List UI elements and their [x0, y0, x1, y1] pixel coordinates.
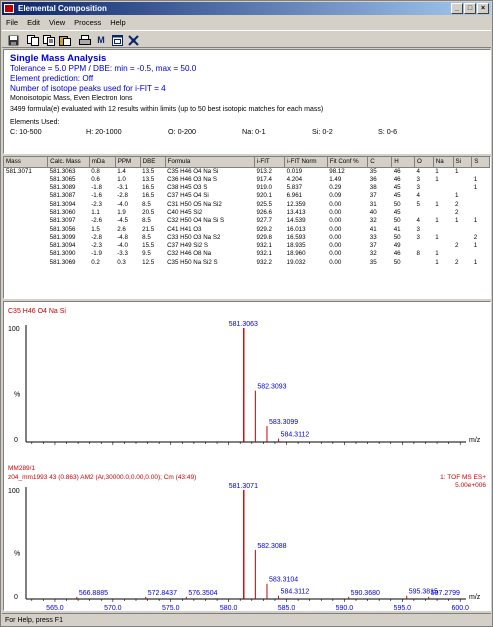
table-cell	[4, 259, 48, 267]
spectrum-pane	[3, 301, 491, 611]
table-cell: -4.0	[117, 200, 128, 208]
table-cell	[433, 192, 453, 200]
table-cell: 925.5	[256, 200, 272, 208]
table-cell: -1.8	[91, 184, 102, 192]
column-header[interactable]: i-FIT Norm	[285, 157, 328, 167]
table-cell	[472, 167, 490, 176]
column-header[interactable]: i-FIT	[255, 157, 285, 167]
scan-info-label: z04_mm1993 43 (0.863) AM2 (Ar,30000.0,0.00,0.00); Cm (43:49)	[8, 474, 197, 481]
column-header[interactable]: Si	[453, 157, 472, 167]
x-tick-label: 570.0	[104, 605, 122, 610]
table-cell: 33	[369, 233, 377, 241]
x-tick-label: 600.0	[451, 605, 469, 610]
element-range: S: 0-6	[378, 127, 398, 136]
ms-mode-label: 1: TOF MS ES+	[440, 474, 486, 481]
table-cell: 1	[435, 175, 439, 183]
table-cell: 0.00	[329, 242, 342, 250]
table-cell: 1	[435, 217, 439, 225]
table-row[interactable]	[4, 234, 490, 242]
element-range: Na: 0-1	[242, 127, 266, 136]
menu-bar	[2, 16, 491, 29]
table-cell: 0.00	[329, 225, 342, 233]
table-cell: 581.3090	[49, 250, 76, 258]
table-cell	[415, 259, 434, 267]
peak-label: 581.3071	[228, 483, 258, 490]
table-cell: 1	[473, 217, 478, 225]
table-row[interactable]	[4, 184, 490, 192]
table-cell: 40	[369, 208, 377, 216]
summary-heading: Single Mass Analysis	[10, 53, 107, 64]
x-tick-label: 585.0	[277, 605, 296, 610]
table-cell: 38	[369, 184, 377, 192]
table-row[interactable]	[4, 176, 490, 184]
column-header[interactable]: Mass	[4, 157, 48, 167]
table-cell: 45	[393, 184, 401, 192]
table-cell: 1	[473, 258, 478, 266]
sample-label: MM289/1	[8, 465, 36, 472]
x-tick-label: 590.0	[335, 605, 354, 610]
table-cell: 2.6	[117, 225, 126, 233]
x-tick-label: 565.0	[46, 605, 64, 610]
table-cell: 16.5	[142, 192, 155, 200]
table-cell: 41	[369, 225, 377, 233]
table-cell	[4, 226, 48, 234]
table-cell: 2	[455, 258, 459, 266]
column-header[interactable]: PPM	[115, 157, 140, 167]
table-cell: 36	[369, 175, 377, 183]
table-cell: 4.204	[286, 175, 303, 183]
table-cell: 1.5	[91, 225, 100, 233]
table-cell	[4, 209, 48, 217]
table-cell: 0.00	[329, 208, 342, 216]
table-cell: 50	[393, 200, 401, 208]
table-cell: 1	[455, 192, 459, 200]
table-cell: 14.539	[286, 217, 306, 225]
table-cell: 35	[369, 258, 377, 266]
table-cell: C41 H41 O3	[167, 225, 202, 233]
table-cell: C35 H46 O4 Na Si	[167, 167, 219, 175]
table-cell: 3	[416, 184, 420, 192]
table-cell: 41	[393, 225, 401, 233]
menu-help[interactable]: Help	[110, 18, 126, 27]
tolerance-text: Tolerance = 5.0 PPM / DBE: min = -0.5, max = 50.0	[10, 64, 197, 73]
table-cell: -2.8	[91, 233, 102, 241]
table-cell: 581.3056	[49, 225, 76, 233]
table-cell: 581.3071	[6, 167, 32, 175]
table-cell: 0.29	[329, 184, 342, 192]
copy-data-icon[interactable]	[42, 33, 56, 47]
table-cell: 1.9	[117, 208, 126, 216]
table-cell	[453, 184, 472, 192]
table-row[interactable]	[4, 209, 490, 217]
table-cell	[433, 184, 453, 192]
print-icon[interactable]	[78, 33, 92, 47]
peak-label: 572.8437	[147, 589, 177, 597]
table-cell: 1	[473, 242, 478, 250]
table-cell: 2	[455, 200, 459, 208]
table-cell: 913.2	[256, 167, 272, 175]
prediction-text: Element prediction: Off	[10, 74, 94, 83]
peak-label: 581.3063	[228, 321, 258, 328]
y-max-label: 100	[8, 488, 20, 495]
table-cell: 12.359	[286, 200, 306, 208]
table-cell: 6.961	[286, 192, 303, 200]
close-button[interactable]: ×	[477, 3, 489, 14]
table-cell: 3	[416, 175, 420, 183]
menu-view[interactable]: View	[49, 18, 66, 27]
table-cell: C40 H45 Si2	[167, 208, 203, 216]
y-min-label: 0	[14, 594, 18, 601]
table-cell: 920.1	[256, 192, 272, 200]
intensity-label: 5.00e+006	[455, 482, 486, 489]
table-cell: -2.8	[117, 192, 128, 200]
isotope-text: Number of isotope peaks used for i-FIT = 4	[10, 84, 166, 93]
menu-file[interactable]: File	[6, 18, 19, 27]
table-cell: 20.5	[142, 208, 155, 216]
x-tick-label: 580.0	[219, 605, 238, 610]
table-cell: 1	[473, 184, 478, 192]
table-cell: 8	[416, 250, 420, 258]
table-cell: 2	[473, 233, 478, 241]
table-cell: 1	[435, 200, 439, 208]
table-cell	[4, 184, 48, 192]
table-cell: -4.0	[117, 242, 128, 250]
peak-label: 595.3815	[408, 588, 438, 596]
spectrum-plot[interactable]	[4, 302, 490, 610]
table-cell: C35 H50 Na Si2 S	[167, 258, 218, 266]
table-cell: 0.00	[329, 250, 342, 258]
table-cell: -1.9	[91, 250, 102, 258]
table-cell	[453, 250, 472, 258]
table-cell	[472, 226, 490, 234]
table-cell: -3.3	[117, 250, 128, 258]
table-row[interactable]	[4, 250, 490, 258]
table-cell: 581.3069	[49, 258, 76, 266]
peak-label: 584.3112	[280, 431, 310, 439]
table-cell: 927.7	[256, 217, 272, 225]
table-cell: -2.6	[91, 217, 102, 225]
status-bar: For Help, press F1	[2, 613, 491, 626]
table-cell: 12.5	[142, 258, 155, 266]
table-cell	[4, 176, 48, 184]
table-cell: 1	[455, 167, 459, 175]
elements-list	[10, 127, 484, 137]
table-cell: 1.4	[117, 167, 126, 175]
paste-icon[interactable]	[58, 33, 72, 47]
table-cell: 1	[435, 233, 439, 241]
summary-pane	[3, 49, 491, 154]
table-cell	[472, 250, 490, 258]
table-cell: 13.5	[142, 175, 155, 183]
isotope-model-label: C35 H46 O4 Na Si	[8, 308, 66, 315]
table-cell: 932.1	[256, 242, 272, 250]
table-cell: 581.3060	[49, 208, 76, 216]
column-header[interactable]: Calc. Mass	[48, 157, 90, 167]
table-cell: 8.5	[142, 233, 151, 241]
table-cell: 50	[393, 258, 401, 266]
table-row[interactable]	[4, 226, 490, 234]
table-cell: 581.3087	[49, 192, 76, 200]
table-cell: 9.5	[142, 250, 151, 258]
table-row[interactable]	[4, 201, 490, 209]
table-cell	[453, 176, 472, 184]
table-cell	[472, 201, 490, 209]
menu-process[interactable]: Process	[74, 18, 102, 27]
y-max-label: 100	[8, 326, 20, 333]
peak-label: 582.3088	[257, 542, 287, 550]
column-header[interactable]: DBE	[140, 157, 165, 167]
table-cell: 1	[435, 258, 439, 266]
results-table	[4, 157, 490, 267]
table-cell: C36 H46 O3 Na S	[167, 175, 217, 183]
table-cell: 0.09	[329, 192, 342, 200]
table-cell: 16.5	[142, 184, 155, 192]
table-cell: 5.837	[286, 184, 303, 192]
table-cell: -2.3	[91, 242, 102, 250]
table-cell: 1	[435, 167, 439, 175]
table-cell: 18.960	[286, 250, 306, 258]
ions-text: Monoisotopic Mass, Even Electron Ions	[10, 95, 133, 102]
copy-icon[interactable]	[26, 33, 40, 47]
table-cell: 929.8	[256, 233, 272, 241]
table-cell: -4.8	[117, 233, 128, 241]
m-icon[interactable]: M	[97, 35, 105, 45]
table-cell: 5	[416, 200, 420, 208]
table-cell: 50	[393, 233, 401, 241]
table-cell: 581.3065	[49, 175, 76, 183]
table-cell: 19.032	[286, 258, 306, 266]
table-cell: C38 H45 O3 S	[167, 184, 208, 192]
table-cell: 1.0	[117, 175, 126, 183]
table-cell: 32	[369, 217, 377, 225]
x-unit-label: m/z	[469, 437, 481, 444]
table-cell: 46	[393, 175, 401, 183]
table-cell	[4, 242, 48, 250]
table-cell: 16.013	[286, 225, 306, 233]
table-cell: 0.019	[286, 167, 303, 175]
table-cell: 3	[416, 233, 420, 241]
table-cell: 45	[393, 192, 401, 200]
table-cell: 1	[473, 175, 478, 183]
table-cell: 1	[435, 250, 439, 258]
peak-label: 566.8885	[78, 589, 109, 597]
table-cell: 4	[416, 192, 420, 200]
table-cell: 1	[455, 217, 459, 225]
table-cell	[453, 234, 472, 242]
y-min-label: 0	[14, 437, 18, 444]
table-cell: 581.3094	[49, 200, 76, 208]
x-tick-label: 575.0	[161, 605, 180, 610]
title-bar	[2, 2, 491, 15]
column-header[interactable]: S	[472, 157, 490, 167]
y-unit-label: %	[14, 550, 21, 558]
minimize-button[interactable]: _	[451, 3, 463, 14]
app-icon	[4, 4, 14, 13]
table-cell: 0.00	[329, 258, 342, 266]
table-cell: -3.1	[117, 184, 128, 192]
menu-edit[interactable]: Edit	[27, 18, 41, 27]
table-cell: C32 H50 O4 Na Si S	[167, 217, 225, 225]
table-cell: 581.3063	[49, 167, 76, 175]
element-range: C: 10-500	[10, 127, 42, 136]
peak-label: 590.3680	[350, 589, 380, 597]
table-cell: 932.2	[256, 258, 272, 266]
table-cell	[415, 209, 434, 217]
evaluated-text: 3499 formula(e) evaluated with 12 results within limits (up to 50 best isotopic matches for each mass)	[10, 106, 324, 113]
table-row[interactable]	[4, 192, 490, 200]
table-cell: 18.935	[286, 242, 306, 250]
table-cell	[433, 226, 453, 234]
maximize-button[interactable]: □	[464, 3, 476, 14]
column-header[interactable]: Formula	[165, 157, 254, 167]
table-cell: 0.2	[91, 258, 100, 266]
table-cell: 8.5	[142, 217, 151, 225]
table-cell: C37 H49 Si2 S	[167, 242, 209, 250]
fit-icon[interactable]	[126, 33, 140, 47]
column-header[interactable]: Na	[433, 157, 453, 167]
table-cell	[453, 226, 472, 234]
table-cell: 8.5	[142, 200, 151, 208]
table-cell	[4, 192, 48, 200]
table-cell: 581.3097	[49, 217, 76, 225]
table-cell: 46	[393, 250, 401, 258]
table-cell: 32	[369, 250, 377, 258]
column-header[interactable]: O	[415, 157, 434, 167]
table-cell: 917.4	[256, 175, 272, 183]
column-header[interactable]: mDa	[89, 157, 115, 167]
element-range: Si: 0-2	[312, 127, 333, 136]
table-cell: 16.593	[286, 233, 306, 241]
table-cell	[433, 209, 453, 217]
table-row[interactable]	[4, 259, 490, 267]
table-cell: 919.0	[256, 184, 272, 192]
table-cell: -2.3	[91, 200, 102, 208]
table-cell: 37	[369, 192, 377, 200]
table-cell: 46	[393, 167, 401, 175]
column-header[interactable]: Fit Conf %	[327, 157, 368, 167]
table-cell: 581.3094	[49, 242, 76, 250]
table-cell: -4.5	[117, 217, 128, 225]
table-cell: C32 H46 O8 Na	[167, 250, 212, 258]
table-row[interactable]	[4, 242, 490, 250]
peak-label: 597.2799	[430, 589, 460, 597]
toolbar	[2, 30, 491, 48]
table-cell: 4	[416, 217, 420, 225]
window-title: Elemental Composition	[18, 4, 107, 13]
peak-label: 584.3112	[280, 588, 310, 596]
table-cell: 0.00	[329, 233, 342, 241]
table-cell: 1.1	[91, 208, 100, 216]
table-cell: 0.8	[91, 167, 100, 175]
table-cell: -1.6	[91, 192, 102, 200]
table-cell: 3	[416, 225, 420, 233]
peak-label: 583.3104	[268, 576, 299, 584]
save-icon[interactable]	[6, 33, 20, 47]
peak-label: 582.3093	[257, 383, 287, 391]
window-icon[interactable]	[110, 33, 124, 47]
table-cell: 13.413	[286, 208, 306, 216]
peak-label: 576.3504	[188, 589, 218, 597]
table-cell	[415, 242, 434, 250]
y-unit-label: %	[14, 391, 21, 399]
table-cell: 932.1	[256, 250, 272, 258]
table-cell	[4, 234, 48, 242]
table-cell: 0.00	[329, 200, 342, 208]
table-cell: 35	[369, 167, 377, 175]
peak-label: 583.3099	[268, 419, 299, 427]
table-cell: C33 H50 O3 Na S2	[167, 233, 221, 241]
table-cell: 4	[416, 167, 420, 175]
element-range: O: 0-200	[168, 127, 196, 136]
table-cell: 0.00	[329, 217, 342, 225]
table-cell	[472, 209, 490, 217]
table-cell: 2	[455, 242, 459, 250]
table-cell: 37	[369, 242, 377, 250]
table-cell	[4, 201, 48, 209]
table-cell: 926.6	[256, 208, 272, 216]
table-cell: 98.12	[329, 167, 345, 175]
table-row[interactable]	[4, 167, 490, 176]
table-cell: 0.6	[91, 175, 100, 183]
x-tick-label: 595.0	[393, 605, 412, 610]
table-cell	[433, 242, 453, 250]
table-cell: 49	[393, 242, 401, 250]
table-cell: 15.5	[142, 242, 155, 250]
table-cell: 2	[455, 208, 459, 216]
table-cell: 581.3089	[49, 184, 76, 192]
table-cell: 21.5	[142, 225, 155, 233]
table-cell: 581.3099	[49, 233, 76, 241]
column-header[interactable]: C	[368, 157, 392, 167]
table-cell: 0.3	[117, 258, 126, 266]
table-cell: 50	[393, 217, 401, 225]
x-unit-label: m/z	[469, 594, 481, 601]
table-cell: C31 H50 O5 Na Si2	[167, 200, 222, 208]
table-row[interactable]	[4, 217, 490, 225]
table-cell: 31	[369, 200, 377, 208]
table-cell: 45	[393, 208, 401, 216]
element-range: H: 20-1000	[86, 127, 122, 136]
table-cell	[4, 250, 48, 258]
results-table-pane	[3, 156, 491, 299]
table-cell	[472, 192, 490, 200]
table-cell: 13.5	[142, 167, 155, 175]
table-cell: 1.49	[329, 175, 342, 183]
table-cell: 929.2	[256, 225, 272, 233]
table-cell: C37 H45 O4 Si	[167, 192, 209, 200]
column-header[interactable]: H	[392, 157, 415, 167]
elements-label: Elements Used:	[10, 119, 60, 126]
table-cell	[4, 217, 48, 225]
